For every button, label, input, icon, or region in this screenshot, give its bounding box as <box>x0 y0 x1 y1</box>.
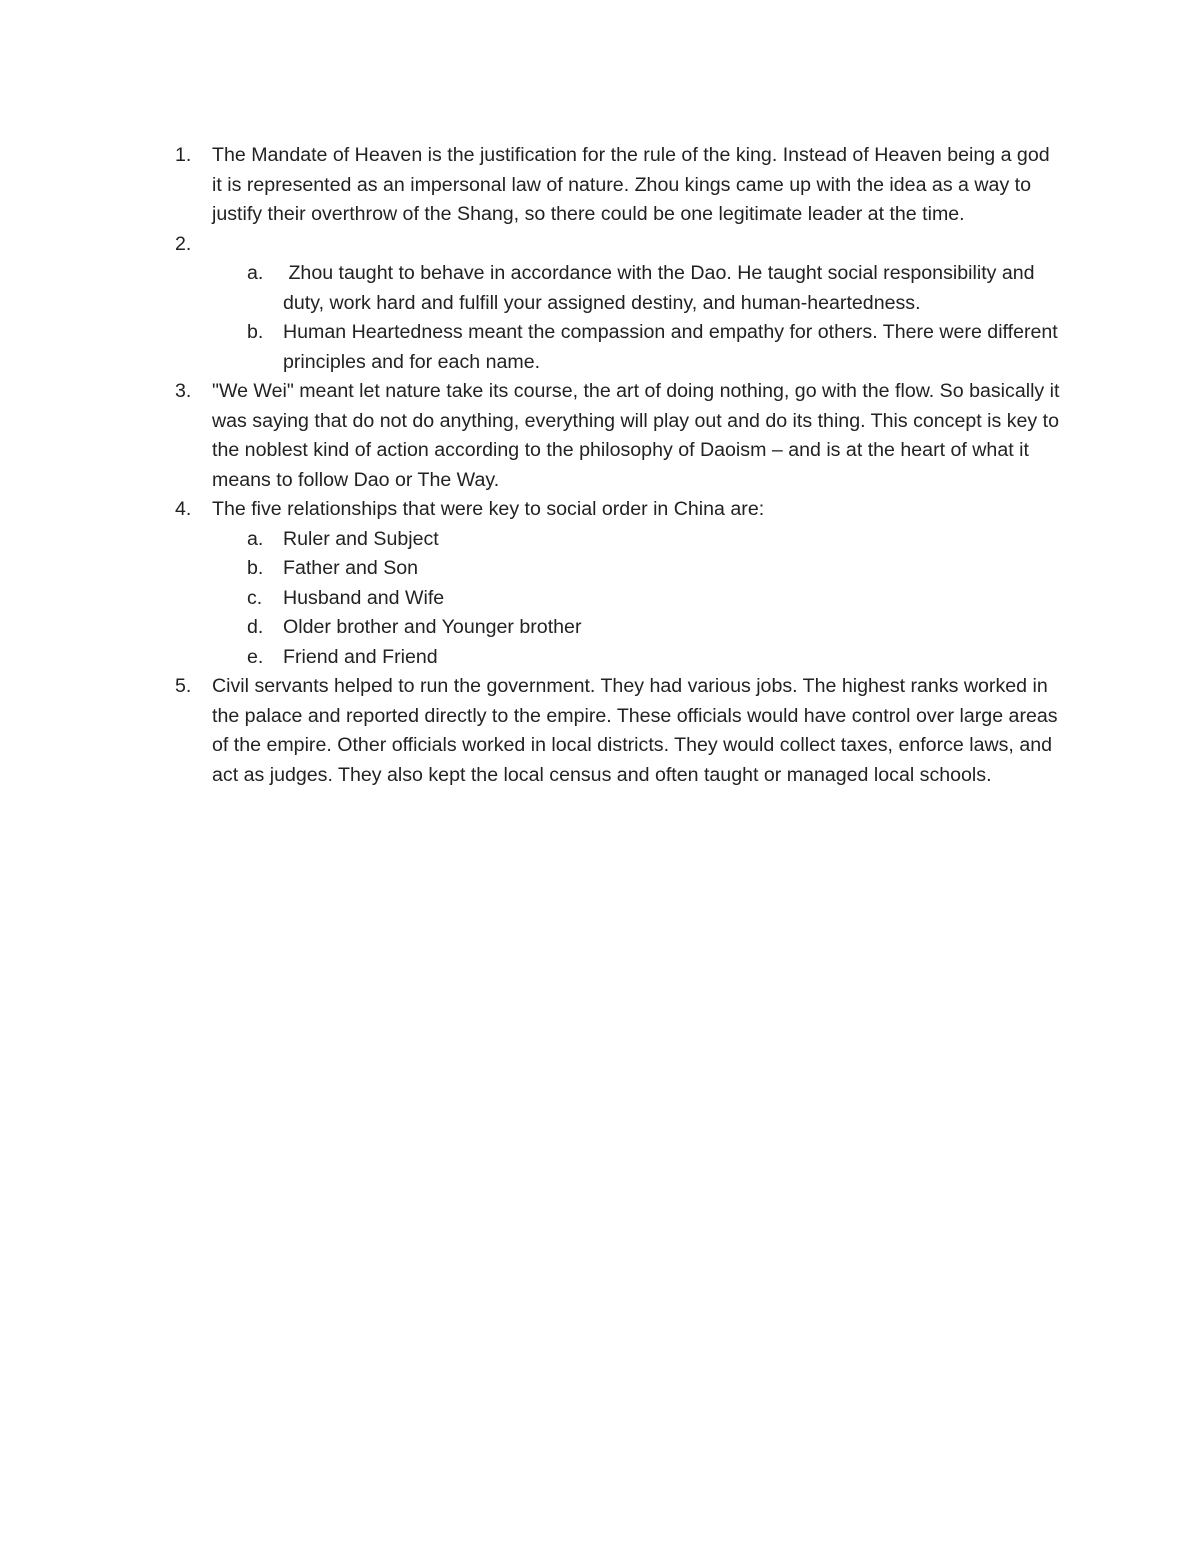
sub-list-text: Ruler and Subject <box>283 527 439 550</box>
list-number: 5. <box>175 675 192 697</box>
sub-list-item <box>0 554 1063 584</box>
sub-list <box>212 525 1062 673</box>
list-number: 2. <box>175 232 192 255</box>
list-item-3 <box>0 377 1062 495</box>
sub-list-item <box>0 584 1063 614</box>
numbered-list <box>0 141 1200 790</box>
list-item-5 <box>0 672 1062 790</box>
sub-list-item <box>0 259 1063 318</box>
list-item-text: The five relationships that were key to social order in China are: <box>212 498 765 520</box>
sub-list-item <box>0 643 1063 673</box>
sub-list-item <box>0 613 1063 643</box>
sub-list-letter: c. <box>247 586 263 609</box>
list-item-text: "We Wei" meant let nature take its course, the art of doing nothing, go with the flow. So basically it was saying that do not do anything, everything will play out and do its thing. This concept is key to the noblest kind of action according to the philosophy of Daoism – and is at the heart of what it means to follow Dao or The Way. <box>212 380 1060 491</box>
sub-list-text: Husband and Wife <box>283 586 445 609</box>
sub-list-letter: b. <box>247 557 264 579</box>
list-item-1 <box>0 141 1062 230</box>
list-item-text <box>212 230 1062 260</box>
sub-list-letter: e. <box>247 645 264 668</box>
sub-list-letter: d. <box>247 616 264 638</box>
list-number: 1. <box>175 144 192 166</box>
list-item-text: Civil servants helped to run the government. They had various jobs. The highest ranks worked in the palace and reported directly to the empire. These officials would have control over large areas of the empire. Other officials worked in local districts. They would collect taxes, enforce laws, and act as judges. They also kept the local census and often taught or managed local schools. <box>212 675 1058 786</box>
list-number: 4. <box>175 498 192 520</box>
list-item-4 <box>0 495 1062 672</box>
sub-list-text: Father and Son <box>283 557 419 579</box>
sub-list-letter: b. <box>247 321 264 343</box>
list-number: 3. <box>175 380 192 402</box>
sub-list-text: Friend and Friend <box>283 645 438 668</box>
sub-list-text: Zhou taught to behave in accordance with the Dao. He taught social responsibility and duty, work hard and fulfill your assigned destiny, and human-heartedness. <box>283 262 1041 314</box>
sub-list-letter: a. <box>247 262 264 284</box>
sub-list-item <box>0 525 1063 555</box>
sub-list-text: Older brother and Younger brother <box>283 616 582 638</box>
sub-list-letter: a. <box>247 527 264 550</box>
list-item-2 <box>0 230 1062 378</box>
sub-list-text: Human Heartedness meant the compassion and empathy for others. There were different principles and for each name. <box>283 321 1058 373</box>
list-item-text: The Mandate of Heaven is the justification for the rule of the king. Instead of Heaven being a god it is represented as an impersonal law of nature. Zhou kings came up with the idea as a way to justify their overthrow of the Shang, so there could be one legitimate leader at the time. <box>212 144 1050 225</box>
sub-list <box>212 259 1062 377</box>
sub-list-item <box>0 318 1063 377</box>
